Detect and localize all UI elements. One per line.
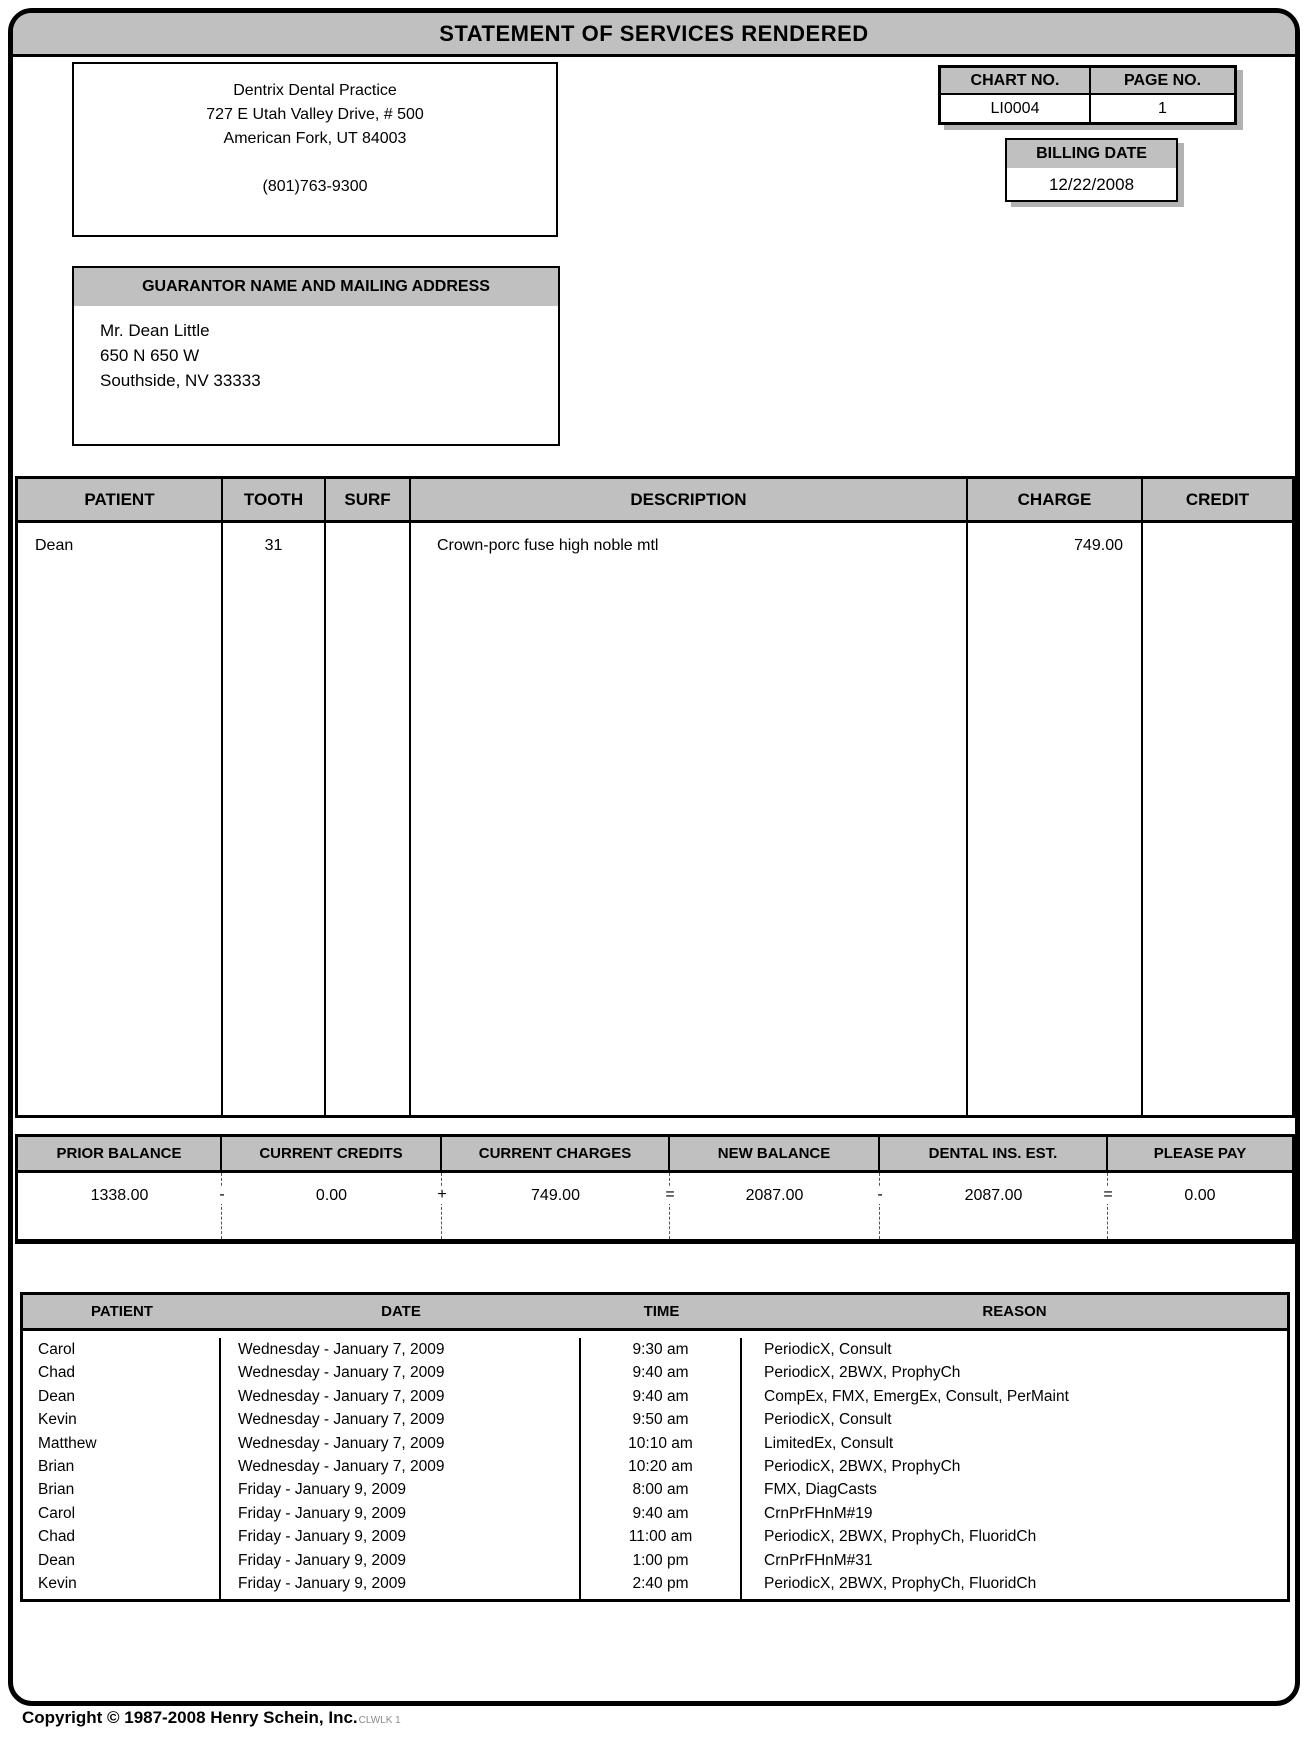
billing-date-value: 12/22/2008 (1048, 175, 1135, 194)
appointment-cell-r7-c2: 9:40 am (581, 1502, 742, 1525)
guarantor-header: GUARANTOR NAME AND MAILING ADDRESS (74, 268, 558, 306)
services-cell-charge: 749.00 (968, 523, 1143, 1115)
services-body-row (18, 523, 1292, 1115)
appointment-cell-r3-c1: Wednesday - January 7, 2009 (221, 1408, 581, 1431)
balance-value-5: 0.00 (1184, 1187, 1216, 1204)
balance-operator-4: = (1100, 1186, 1115, 1204)
balance-col-header-0: PRIOR BALANCE (18, 1137, 222, 1170)
appointment-cell-r8-c2: 11:00 am (581, 1525, 742, 1548)
appointment-cell-r10-c1: Friday - January 9, 2009 (221, 1572, 581, 1595)
footer (22, 1708, 401, 1728)
appointment-cell-r6-c2: 8:00 am (581, 1478, 742, 1501)
appointment-cell-r6-c3: FMX, DiagCasts (764, 1481, 877, 1499)
appointment-cell-r0-c1: Wednesday - January 7, 2009 (221, 1338, 581, 1361)
appointment-cell-r8-c0: Chad (23, 1525, 221, 1548)
page-title: STATEMENT OF SERVICES RENDERED (439, 20, 869, 46)
appointment-cell-r7-c3: CrnPrFHnM#19 (764, 1504, 873, 1522)
appointments-header-row (23, 1295, 1287, 1331)
appointment-cell-r1-c3: PeriodicX, 2BWX, ProphyCh (764, 1364, 961, 1382)
balance-col-header-3: NEW BALANCE (670, 1137, 880, 1170)
balance-value-4: 2087.00 (880, 1173, 1108, 1239)
appointments-col-header-reason: REASON (982, 1303, 1047, 1320)
services-header-row (18, 479, 1292, 523)
appointments-col-header-patient: PATIENT (91, 1303, 153, 1320)
balance-col-header-2: CURRENT CHARGES (442, 1137, 670, 1170)
page-no-label: PAGE NO. (1091, 68, 1234, 95)
appointment-cell-r2-c3: CompEx, FMX, EmergEx, Consult, PerMaint (764, 1387, 1069, 1405)
billing-date-label: BILLING DATE (1007, 140, 1176, 168)
guarantor-address-line1: 650 N 650 W (100, 346, 200, 365)
title-bar (13, 13, 1295, 57)
services-cell-patient: Dean (18, 523, 223, 1115)
appointment-cell-r0-c2: 9:30 am (581, 1338, 742, 1361)
appointment-cell-r5-c1: Wednesday - January 7, 2009 (221, 1455, 581, 1478)
practice-address-line2: American Fork, UT 84003 (223, 130, 407, 147)
services-col-header-surf: SURF (326, 479, 411, 520)
services-col-header-description: DESCRIPTION (411, 479, 968, 520)
appointment-cell-r4-c2: 10:10 am (581, 1432, 742, 1455)
appointment-cell-r10-c3: PeriodicX, 2BWX, ProphyCh, FluoridCh (764, 1574, 1037, 1592)
balance-operator-1: + (434, 1186, 449, 1204)
appointment-cell-r1-c0: Chad (23, 1361, 221, 1384)
appointments-filler-c1 (221, 1595, 581, 1599)
services-table (15, 476, 1295, 1118)
balance-operator-3: - (874, 1186, 885, 1204)
services-cell-tooth: 31 (223, 523, 326, 1115)
appointments-col-header-date: DATE (381, 1303, 421, 1320)
appointment-cell-r9-c0: Dean (23, 1549, 221, 1572)
practice-phone: (801)763-9300 (262, 178, 368, 195)
appointment-cell-r2-c1: Wednesday - January 7, 2009 (221, 1385, 581, 1408)
appointment-cell-r4-c3: LimitedEx, Consult (764, 1434, 894, 1452)
page-no-value: 1 (1158, 99, 1167, 117)
balance-table (15, 1134, 1295, 1244)
appointment-cell-r9-c3: CrnPrFHnM#31 (764, 1551, 873, 1569)
appointments-filler-c3 (742, 1595, 1287, 1599)
appointment-cell-r5-c2: 10:20 am (581, 1455, 742, 1478)
practice-info-box (72, 62, 558, 237)
appointments-table (20, 1292, 1290, 1602)
balance-col-header-5: PLEASE PAY (1153, 1145, 1247, 1162)
appointment-cell-r3-c3: PeriodicX, Consult (764, 1411, 892, 1429)
appointment-cell-r6-c0: Brian (23, 1478, 221, 1501)
balance-value-row (18, 1173, 1292, 1239)
practice-address-line1: 727 E Utah Valley Drive, # 500 (206, 106, 424, 123)
appointment-cell-r10-c2: 2:40 pm (581, 1572, 742, 1595)
appointment-cell-r0-c0: Carol (23, 1338, 221, 1361)
services-cell-surf (326, 523, 411, 1115)
guarantor-box (72, 266, 560, 446)
appointment-cell-r3-c0: Kevin (23, 1408, 221, 1431)
form-code: CLWLK 1 (358, 1715, 401, 1726)
guarantor-address-block (74, 306, 558, 393)
appointment-cell-r5-c0: Brian (23, 1455, 221, 1478)
appointment-cell-r3-c2: 9:50 am (581, 1408, 742, 1431)
appointment-cell-r7-c0: Carol (23, 1502, 221, 1525)
appointments-col-header-time: TIME (643, 1303, 680, 1320)
balance-operator-0: - (216, 1186, 227, 1204)
balance-value-2: 749.00 (442, 1173, 670, 1239)
services-col-header-patient: PATIENT (18, 479, 223, 520)
balance-col-header-1: CURRENT CREDITS (222, 1137, 442, 1170)
balance-value-3: 2087.00 (670, 1173, 880, 1239)
services-cell-description: Crown-porc fuse high noble mtl (411, 523, 968, 1115)
services-col-header-charge: CHARGE (968, 479, 1143, 520)
chart-page-table (938, 65, 1237, 125)
practice-name: Dentrix Dental Practice (233, 82, 397, 99)
balance-operator-2: = (662, 1186, 677, 1204)
guarantor-name: Mr. Dean Little (100, 321, 210, 340)
services-cell-credit (1143, 523, 1292, 1115)
copyright-text: Copyright © 1987-2008 Henry Schein, Inc. (22, 1708, 358, 1727)
chart-no-label: CHART NO. (941, 68, 1091, 95)
balance-header-row (18, 1137, 1292, 1173)
appointment-cell-r0-c3: PeriodicX, Consult (764, 1341, 892, 1358)
appointment-cell-r6-c1: Friday - January 9, 2009 (221, 1478, 581, 1501)
balance-col-header-4: DENTAL INS. EST. (880, 1137, 1108, 1170)
appointments-filler-c0 (23, 1595, 221, 1599)
chart-no-value: LI0004 (941, 95, 1091, 122)
appointments-body (23, 1331, 1287, 1599)
appointment-cell-r7-c1: Friday - January 9, 2009 (221, 1502, 581, 1525)
billing-date-box (1005, 138, 1178, 202)
balance-value-1: 0.00 (222, 1173, 442, 1239)
appointment-cell-r9-c1: Friday - January 9, 2009 (221, 1549, 581, 1572)
appointment-cell-r10-c0: Kevin (23, 1572, 221, 1595)
appointment-cell-r9-c2: 1:00 pm (581, 1549, 742, 1572)
appointment-cell-r4-c0: Matthew (23, 1432, 221, 1455)
practice-spacer (74, 151, 556, 175)
guarantor-address-line2: Southside, NV 33333 (100, 371, 261, 390)
appointments-filler-c2 (581, 1595, 742, 1599)
appointment-cell-r2-c0: Dean (23, 1385, 221, 1408)
services-col-header-credit: CREDIT (1185, 489, 1250, 509)
services-col-header-tooth: TOOTH (223, 479, 326, 520)
appointment-cell-r8-c1: Friday - January 9, 2009 (221, 1525, 581, 1548)
appointment-cell-r5-c3: PeriodicX, 2BWX, ProphyCh (764, 1457, 961, 1475)
appointment-cell-r4-c1: Wednesday - January 7, 2009 (221, 1432, 581, 1455)
appointment-cell-r1-c2: 9:40 am (581, 1361, 742, 1384)
balance-value-0: 1338.00 (18, 1173, 222, 1239)
appointment-cell-r1-c1: Wednesday - January 7, 2009 (221, 1361, 581, 1384)
appointment-cell-r2-c2: 9:40 am (581, 1385, 742, 1408)
appointment-cell-r8-c3: PeriodicX, 2BWX, ProphyCh, FluoridCh (764, 1528, 1037, 1546)
